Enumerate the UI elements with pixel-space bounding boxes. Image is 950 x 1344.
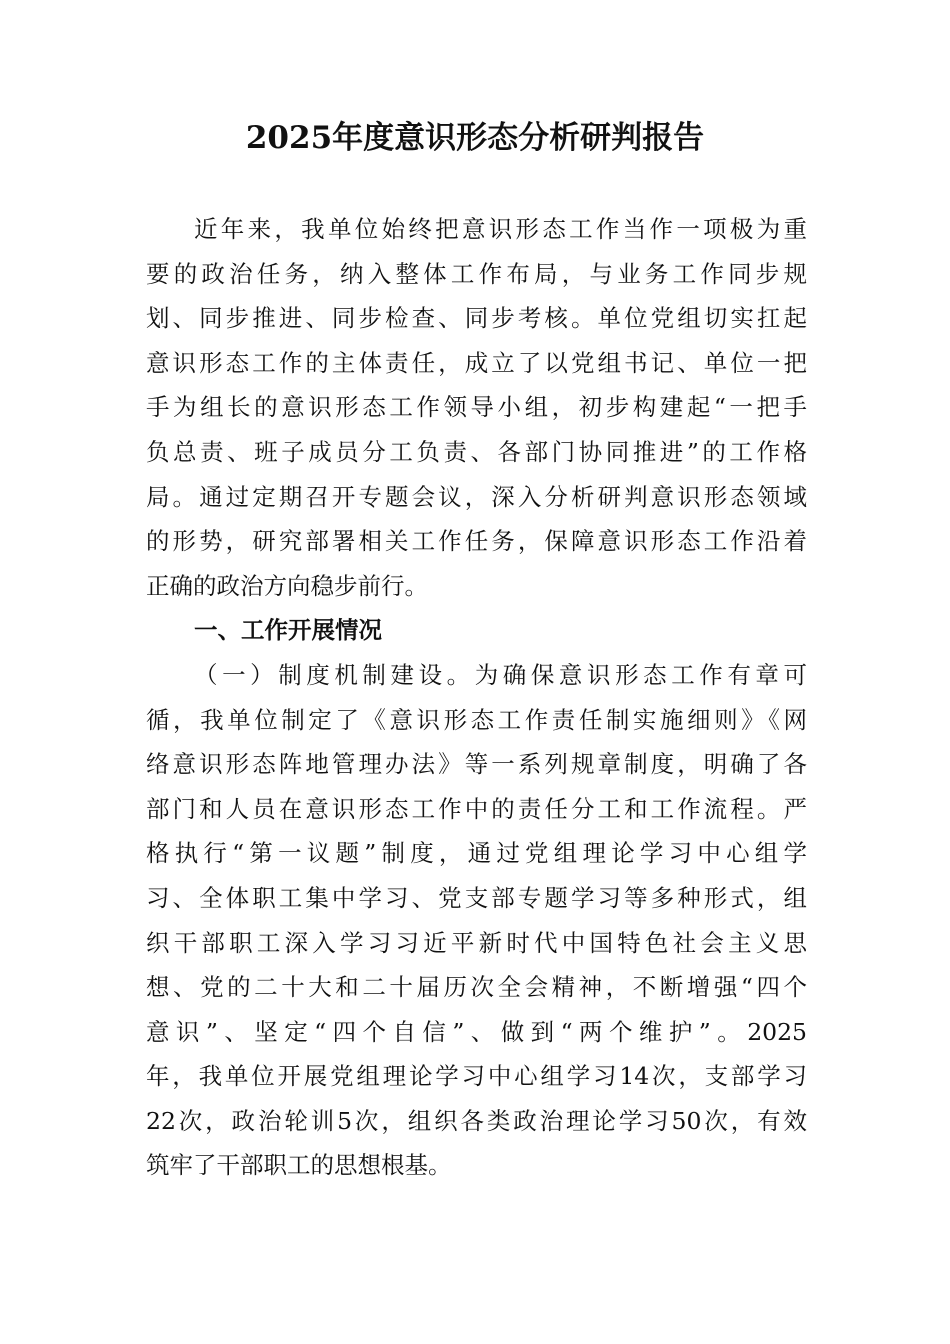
- paragraph-line: 年，我单位开展党组理论学习中心组学习14次，支部学习: [146, 1062, 807, 1091]
- paragraph-line: 22次，政治轮训5次，组织各类政治理论学习50次，有效: [146, 1106, 807, 1135]
- paragraph-line: 要的政治任务，纳入整体工作布局，与业务工作同步规: [146, 259, 807, 288]
- document-title: 2025年度意识形态分析研判报告: [245, 120, 705, 156]
- section-heading: 一、工作开展情况: [194, 616, 382, 645]
- paragraph-line: 习、全体职工集中学习、党支部专题学习等多种形式，组: [146, 883, 807, 912]
- paragraph-line: 织干部职工深入学习习近平新时代中国特色社会主义思: [146, 928, 807, 957]
- paragraph-line: 划、同步推进、同步检查、同步考核。单位党组切实扛起: [146, 304, 807, 333]
- paragraph-line: 局。通过定期召开专题会议，深入分析研判意识形态领域: [146, 482, 807, 511]
- paragraph-line: （一）制度机制建设。为确保意识形态工作有章可: [194, 660, 807, 689]
- paragraph-line: 筑牢了干部职工的思想根基。: [146, 1151, 452, 1180]
- paragraph-line: 想、党的二十大和二十届历次全会精神，不断增强“四个: [146, 973, 807, 1002]
- paragraph-line: 意识形态工作的主体责任，成立了以党组书记、单位一把: [146, 348, 807, 377]
- paragraph-line: 手为组长的意识形态工作领导小组，初步构建起“一把手: [146, 393, 807, 422]
- paragraph-line: 络意识形态阵地管理办法》等一系列规章制度，明确了各: [146, 750, 807, 779]
- paragraph-line: 格执行“第一议题”制度，通过党组理论学习中心组学: [146, 839, 807, 868]
- paragraph-line: 意识”、坚定“四个自信”、做到“两个维护”。2025: [146, 1017, 807, 1046]
- paragraph-line: 循，我单位制定了《意识形态工作责任制实施细则》《网: [146, 705, 807, 734]
- paragraph-line: 的形势，研究部署相关工作任务，保障意识形态工作沿着: [146, 527, 807, 556]
- paragraph-line: 部门和人员在意识形态工作中的责任分工和工作流程。严: [146, 794, 807, 823]
- document-body: [146, 207, 807, 1188]
- paragraph-line: 负总责、班子成员分工负责、各部门协同推进”的工作格: [146, 437, 807, 466]
- paragraph-line: 正确的政治方向稳步前行。: [146, 571, 428, 600]
- paragraph-line: 近年来，我单位始终把意识形态工作当作一项极为重: [194, 215, 807, 243]
